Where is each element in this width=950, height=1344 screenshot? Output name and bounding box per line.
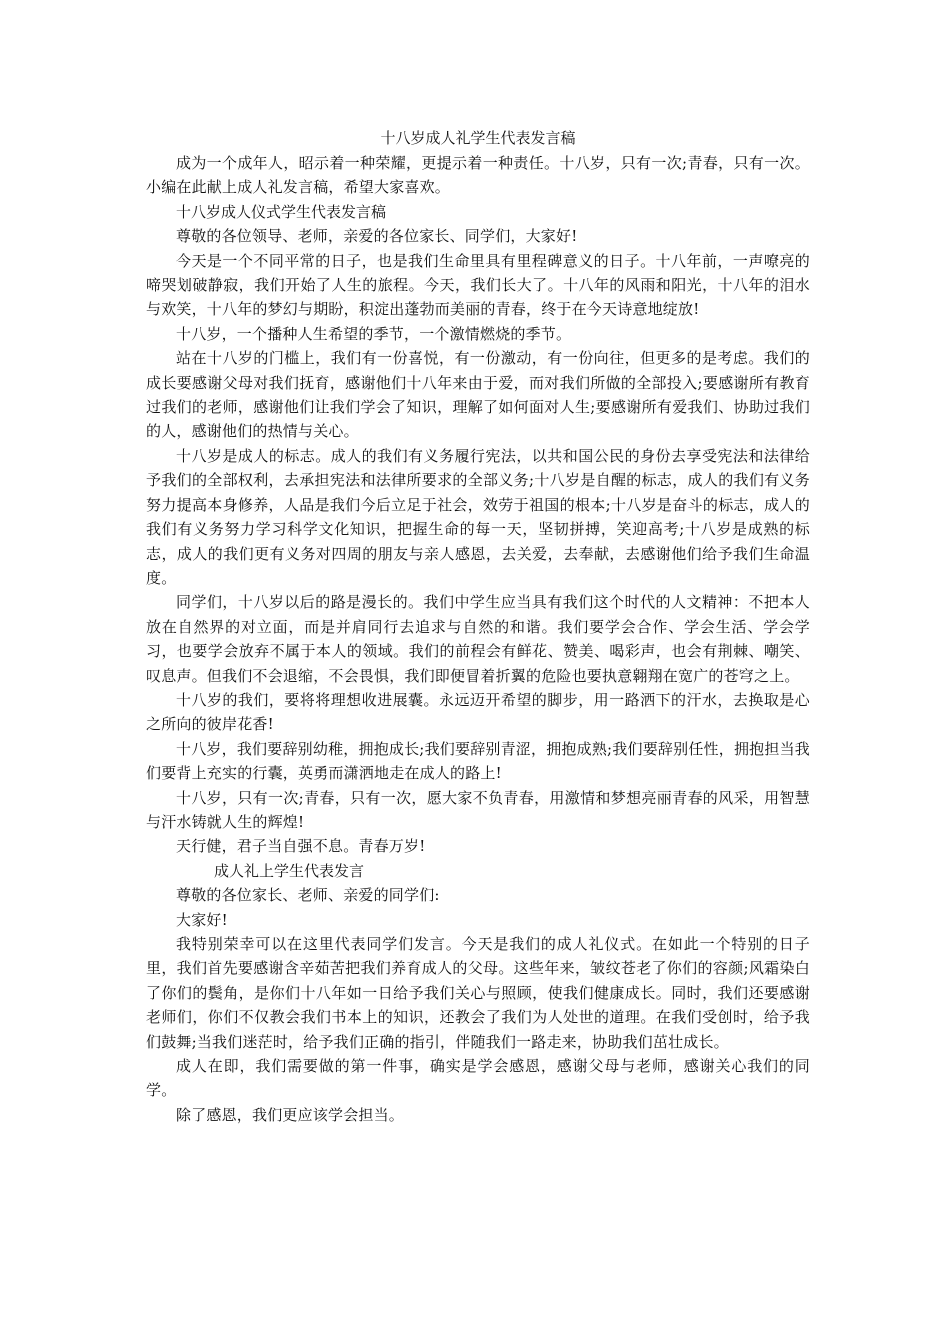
section1-paragraph: 十八岁的我们，要将将理想收进展囊。永远迈开希望的脚步，用一路洒下的汗水，去换取是心之所向的彼岸花香! [146, 690, 810, 734]
section1-paragraph: 天行健，君子当自强不息。青春万岁! [176, 837, 426, 856]
section1-paragraph: 十八岁，只有一次;青春，只有一次，愿大家不负青春，用激情和梦想亮丽青春的风采，用智慧与汗水铸就人生的辉煌! [146, 788, 810, 831]
section2-paragraph: 尊敬的各位家长、老师、亲爱的同学们: [176, 886, 440, 905]
section2-paragraph: 我特别荣幸可以在这里代表同学们发言。今天是我们的成人礼仪式。在如此一个特别的日子里，我们首先要感谢含辛茹苦把我们养育成人的父母。这些年来，皱纹苍老了你们的容颜;风霜染白了你们的鬓角，是你们十八年如一日给予我们关心与照顾，使我们健康成长。同时，我们还要感谢老师们，你们不仅教会我们书本上的知识，还教会了我们为人处世的道理。在我们受创时，给予我们鼓舞;当我们迷茫时，给予我们正确的指引，伴随我们一路走来，协助我们茁壮成长。 [146, 935, 810, 1051]
section1-paragraph: 站在十八岁的门槛上，我们有一份喜悦，有一份激动，有一份向往，但更多的是考虑。我们的成长要感谢父母对我们抚育，感谢他们十八年来由于爱，而对我们所做的全部投入;要感谢所有教育过我们的老师，感谢他们让我们学会了知识，理解了如何面对人生;要感谢所有爱我们、协助过我们的人，感谢他们的热情与关心。 [146, 349, 810, 441]
document-title: 十八岁成人礼学生代表发言稿 [380, 129, 576, 147]
section2-paragraph: 成人在即，我们需要做的第一件事，确实是学会感恩，感谢父母与老师，感谢关心我们的同学。 [146, 1057, 810, 1100]
section1-paragraph: 十八岁是成人的标志。成人的我们有义务履行宪法，以共和国公民的身份去享受宪法和法律给予我们的全部权利，去承担宪法和法律所要求的全部义务;十八岁是自醒的标志，成人的我们有义务努力提高本身修养，人品是我们今后立足于社会，效劳于祖国的根本;十八岁是奋斗的标志，成人的我们有义务努力学习科学文化知识，把握生命的每一天，坚韧拼搏，笑迎高考;十八岁是成熟的标志，成人的我们更有义务对四周的朋友与亲人感恩，去关爱，去奉献，去感谢他们给予我们生命温度。 [146, 446, 810, 587]
section1-heading: 十八岁成人仪式学生代表发言稿 [176, 202, 387, 221]
section2-paragraph: 除了感恩，我们更应该学会担当。 [176, 1105, 405, 1124]
section1-paragraph: 今天是一个不同平常的日子，也是我们生命里具有里程碑意义的日子。十八年前，一声嘹亮的啼哭划破静寂，我们开始了人生的旅程。今天，我们长大了。十八年的风雨和阳光，十八年的泪水与欢笑，十八年的梦幻与期盼，积淀出蓬勃而美丽的青春，终于在今天诗意地绽放! [146, 251, 810, 319]
section1-paragraph: 十八岁，我们要辞别幼稚，拥抱成长;我们要辞别青涩，拥抱成熟;我们要辞别任性，拥抱担当我们要背上充实的行囊，英勇而潇洒地走在成人的路上! [146, 739, 810, 783]
document-page [146, 125, 810, 1127]
section2-heading: 成人礼上学生代表发言 [214, 861, 365, 880]
section1-paragraph: 十八岁，一个播种人生希望的季节，一个激情燃烧的季节。 [176, 324, 572, 343]
section1-paragraph: 尊敬的各位领导、老师，亲爱的各位家长、同学们，大家好! [176, 227, 578, 246]
intro-paragraph: 成为一个成年人，昭示着一种荣耀，更提示着一种责任。十八岁，只有一次;青春，只有一次。小编在此献上成人礼发言稿，希望大家喜欢。 [146, 154, 810, 197]
section1-paragraph: 同学们，十八岁以后的路是漫长的。我们中学生应当具有我们这个时代的人文精神：不把本人放在自然界的对立面，而是并肩同行去追求与自然的和谐。我们要学会合作、学会生活、学会学习，也要学会放弃不属于本人的领域。我们的前程会有鲜花、赞美、喝彩声，也会有荆棘、嘲笑、叹息声。但我们不会退缩，不会畏惧，我们即便冒着折翼的危险也要执意翱翔在宽广的苍穹之上。 [146, 593, 810, 685]
section2-paragraph: 大家好! [176, 910, 228, 929]
